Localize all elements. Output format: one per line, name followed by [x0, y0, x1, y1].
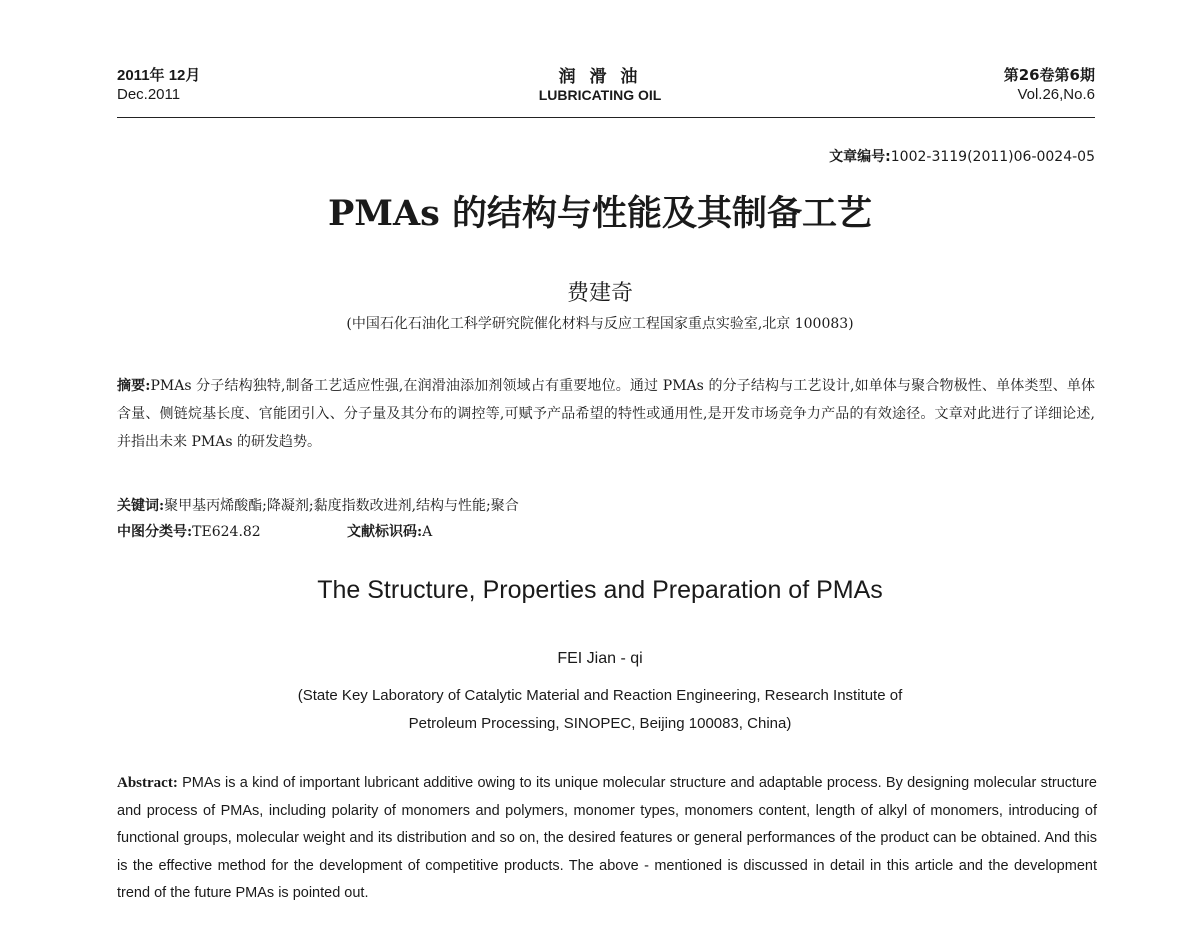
affiliation-en-line2: Petroleum Processing, SINOPEC, Beijing 100083, China) — [408, 715, 792, 732]
article-number — [829, 146, 1095, 166]
abstract-en-text: PMAs is a kind of important lubricant additive owing to its unique molecular structure and adaptable process. By designing molecular structure and process of PMAs, including polarity of monomers and polymers, monomer types, monomers content, length of alkyl of monomers, introducing of functional groups, molecular weight and its distribution and so on, the desired features or general performances of the product can be obtained. And this is the effective method for the development of competitive products. The above - mentioned is discussed in detail in this article and the development trend of the future PMAs is pointed out. — [117, 775, 1097, 901]
affiliation-cn: (中国石化石油化工科学研究院催化材料与反应工程国家重点实验室,北京 100083) — [346, 316, 854, 332]
header-volume-en: Vol.26,No.6 — [1017, 86, 1095, 103]
abstract-en-label: Abstract: — [117, 775, 178, 791]
article-number-label: 文章编号: — [829, 149, 891, 165]
classification-value: TE624.82 — [192, 524, 261, 540]
header-rule — [117, 117, 1095, 118]
document-code — [347, 521, 432, 541]
header-date-en: Dec.2011 — [117, 86, 181, 103]
header-volume-cn: 第26卷第6期 — [1003, 66, 1095, 84]
header-date-cn: 2011年 12月 — [117, 67, 201, 84]
keywords-text: 聚甲基丙烯酸酯;降凝剂;黏度指数改进剂,结构与性能;聚合 — [164, 498, 519, 514]
keywords-label: 关键词: — [117, 498, 165, 514]
abstract-cn-label: 摘要: — [117, 378, 151, 394]
author-name-en: FEI Jian - qi — [557, 650, 643, 667]
paper-title-en: The Structure, Properties and Preparation of PMAs — [317, 576, 883, 604]
classification-label: 中图分类号: — [117, 524, 193, 540]
abstract-cn — [117, 372, 1095, 456]
document-code-value: A — [422, 524, 433, 540]
author-name-cn: 费建奇 — [566, 281, 633, 306]
classification-number — [117, 521, 261, 541]
journal-name-en: LUBRICATING OIL — [538, 87, 662, 103]
affiliation-en — [0, 682, 1200, 738]
article-number-value: 1002-3119(2011)06-0024-05 — [890, 149, 1095, 165]
document-code-label: 文献标识码: — [347, 524, 423, 540]
keywords — [117, 495, 519, 515]
abstract-cn-text: PMAs 分子结构独特,制备工艺适应性强,在润滑油添加剂领域占有重要地位。通过 PMAs 的分子结构与工艺设计,如单体与聚合物极性、单体类型、单体含量、侧链烷基长度、官能团引入、分子量及其分布的调控等,可赋予产品希望的特性或通用性,是开发市场竞争力产品的有效途径。文章对此进行了详细论述,并指出未来 PMAs 的研发趋势。 — [117, 378, 1095, 450]
affiliation-en-line1: (State Key Laboratory of Catalytic Material and Reaction Engineering, Research Institute of — [297, 687, 903, 704]
paper-title-cn: PMAs 的结构与性能及其制备工艺 — [327, 193, 873, 234]
abstract-en — [117, 770, 1097, 908]
journal-name-cn: 润 滑 油 — [558, 67, 642, 87]
